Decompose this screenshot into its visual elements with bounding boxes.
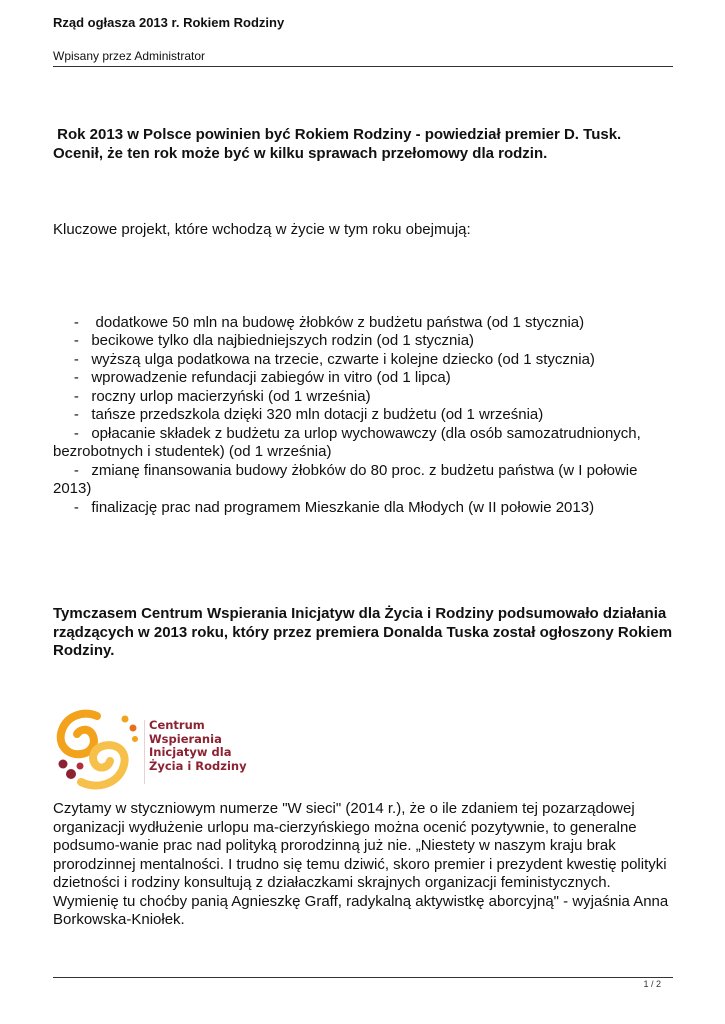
list-item: - finalizację prac nad programem Mieszkanie dla Młodych (w II połowie 2013) (53, 498, 595, 516)
author-line: Wpisany przez Administrator (53, 49, 206, 63)
logo-line: Życia i Rodziny (149, 758, 247, 773)
footer-divider (53, 977, 673, 978)
summary-paragraph: Tymczasem Centrum Wspierania Inicjatyw dla Życia i Rodziny podsumowało działania rządzących w 2013 roku, który przez premiera Donalda Tuska został ogłoszony Rokiem Rodziny. (53, 605, 673, 659)
header-divider (53, 66, 673, 67)
page-number: 1 / 2 (643, 979, 661, 989)
list-item: - wyższą ulga podatkowa na trzecie, czwarte i kolejne dziecko (od 1 stycznia) (53, 350, 595, 368)
page-title: Rząd ogłasza 2013 r. Rokiem Rodziny (53, 15, 285, 30)
list-item: - wprowadzenie refundacji zabiegów in vitro (od 1 lipca) (53, 369, 451, 386)
list-item: - roczny urlop macierzyński (od 1 września) (53, 387, 371, 405)
page-header (53, 14, 673, 64)
organization-logo (53, 706, 253, 792)
list-item: - dodatkowe 50 mln na budowę żłobków z budżetu państwa (od 1 stycznia) (53, 313, 585, 331)
list-item: - zmianę finansowania budowy żłobków do 80 proc. z budżetu państwa (w I połowie 2013) (53, 461, 642, 497)
lead-paragraph: Rok 2013 w Polsce powinien być Rokiem Rodziny - powiedział premier D. Tusk. Ocenił, że ten rok może być w kilku sprawach przełomowy dla rodzin. (53, 126, 626, 162)
projects-list (53, 314, 673, 518)
list-item: - opłacanie składek z budżetu za urlop wychowawczy (dla osób samozatrudnionych, bezrobotnych i studentek) (od 1 września) (53, 424, 645, 460)
logo-line: Centrum (149, 718, 205, 732)
article-content (53, 126, 673, 661)
logo-icon (53, 706, 145, 792)
list-item: - tańsze przedszkola dzięki 320 mln dotacji z budżetu (od 1 września) (53, 406, 544, 423)
logo-wordmark (149, 719, 247, 773)
logo-line: Inicjatyw dla (149, 745, 232, 759)
list-item: - becikowe tylko dla najbiedniejszych rodzin (od 1 stycznia) (53, 332, 475, 349)
intro-paragraph: Kluczowe projekt, które wchodzą w życie w tym roku obejmują: (53, 221, 471, 238)
logo-mark (59, 714, 139, 786)
body-paragraph: Czytamy w styczniowym numerze "W sieci" (2014 r.), że o ile zdaniem tej pozarządowej organizacji wydłużenie urlopu ma-cierzyńskiego można ocenić pozytywnie, to generalne podsumo-wanie prac nad polityką prorodzinną już nie. „Niestety w naszym kraju brak prorodzinnej mentalności. I trudno się temu dziwić, skoro premier i prezydent kwestię polityki dzietności i rodziny konsultują z działaczkami skrajnych organizacji feministycznych. Wymienię tu choćby panią Agnieszkę Graff, radykalną aktywistkę aborcyjną" - wyjaśnia Anna Borkowska-Kniołek. (53, 800, 669, 928)
logo-line: Wspierania (149, 731, 222, 746)
